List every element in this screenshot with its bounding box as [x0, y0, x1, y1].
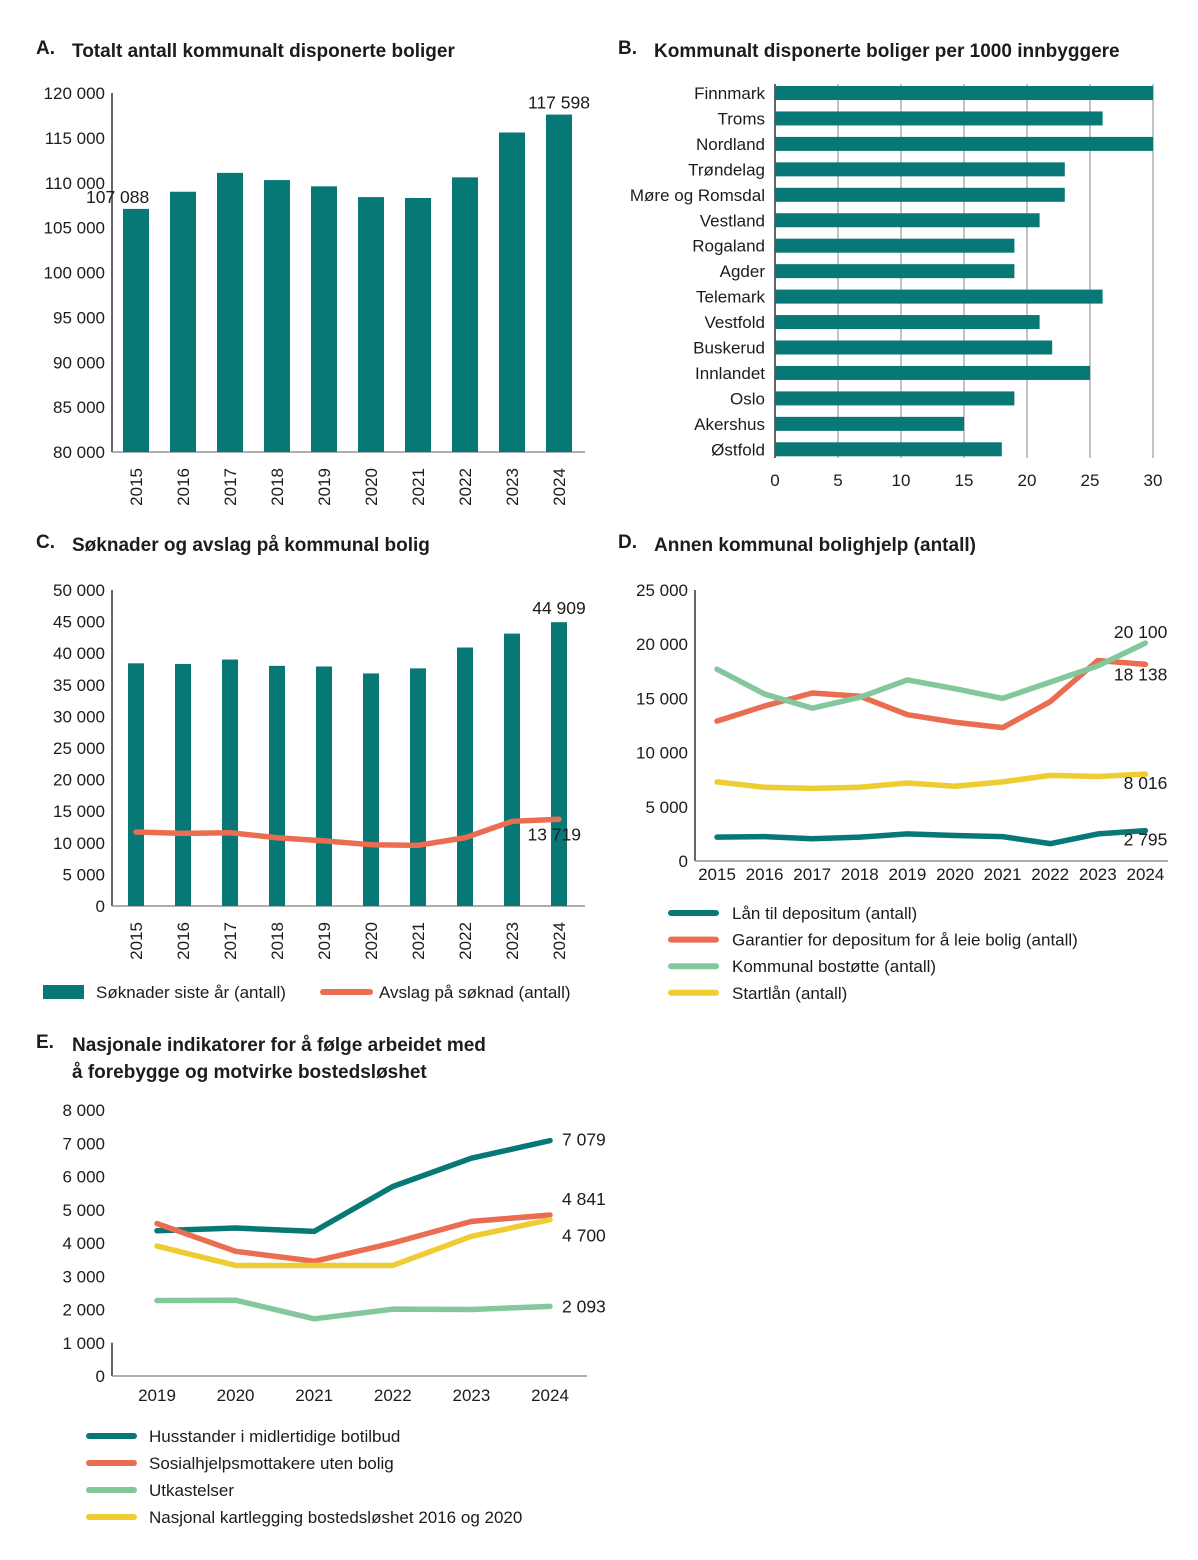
panel-c-title: Søknader og avslag på kommunal bolig [72, 535, 430, 556]
svg-text:20 100: 20 100 [1113, 622, 1168, 643]
bars [775, 86, 1153, 456]
x-axis-labels [138, 1386, 569, 1405]
x-axis-labels [127, 468, 569, 506]
line-series-3 [717, 774, 1145, 788]
svg-text:2021: 2021 [409, 468, 428, 506]
svg-text:1 000: 1 000 [62, 1333, 105, 1353]
svg-text:4 000: 4 000 [62, 1234, 105, 1253]
svg-text:117 598: 117 598 [528, 92, 590, 113]
svg-text:2024: 2024 [531, 1386, 569, 1405]
svg-text:2015: 2015 [698, 865, 736, 884]
legend [43, 983, 571, 1002]
svg-text:2020: 2020 [362, 468, 381, 506]
panel-b [612, 28, 1198, 522]
svg-text:30: 30 [1143, 471, 1163, 490]
legend-label-0: Husstander i midlertidige botilbud [149, 1427, 401, 1446]
svg-text:115 000: 115 000 [44, 128, 105, 148]
svg-text:2017: 2017 [221, 922, 240, 960]
svg-text:6 000: 6 000 [62, 1167, 105, 1187]
svg-text:20 000: 20 000 [636, 635, 688, 655]
chart-c-soknader-avslag [30, 522, 605, 1022]
svg-text:2018: 2018 [268, 922, 287, 960]
svg-text:Vestfold: Vestfold [704, 313, 765, 333]
panel-d-title: Annen kommunal bolighjelp (antall) [654, 535, 976, 556]
x-axis-labels [698, 865, 1164, 884]
svg-text:25 000: 25 000 [53, 739, 105, 758]
svg-text:15 000: 15 000 [53, 802, 105, 822]
svg-text:2015: 2015 [127, 922, 146, 960]
svg-text:Nordland: Nordland [696, 134, 765, 154]
axes [695, 590, 1168, 861]
legend-label-0: Søknader siste år (antall) [96, 983, 286, 1002]
chart-b-boliger-per-1000 [612, 28, 1198, 522]
svg-text:2015: 2015 [127, 468, 146, 506]
svg-text:2022: 2022 [373, 1386, 412, 1405]
line-series-1 [136, 819, 559, 845]
svg-text:2 795: 2 795 [1123, 829, 1168, 850]
legend-label-0: Lån til depositum (antall) [732, 904, 918, 923]
svg-text:5: 5 [833, 471, 843, 490]
svg-text:30 000: 30 000 [53, 707, 105, 727]
svg-text:10 000: 10 000 [636, 743, 688, 763]
panel-e [30, 1022, 610, 1560]
svg-text:45 000: 45 000 [53, 612, 105, 632]
svg-text:10 000: 10 000 [53, 833, 105, 853]
svg-text:2023: 2023 [452, 1386, 491, 1405]
svg-text:4 841: 4 841 [562, 1189, 606, 1210]
svg-text:2019: 2019 [315, 922, 334, 960]
svg-text:7 079: 7 079 [562, 1129, 606, 1150]
svg-text:2022: 2022 [1031, 865, 1070, 884]
svg-text:5 000: 5 000 [62, 865, 105, 885]
chart-e-nasjonale-indikatorer [30, 1022, 610, 1560]
svg-text:Oslo: Oslo [730, 389, 765, 409]
chart-a-totalt-antall-boliger [30, 28, 605, 522]
legend-swatch-0 [43, 985, 84, 999]
y-axis-ticks [44, 84, 105, 462]
svg-text:2017: 2017 [793, 865, 832, 884]
line-series-1 [157, 1215, 550, 1261]
svg-text:2021: 2021 [409, 922, 428, 960]
svg-text:8 000: 8 000 [62, 1101, 105, 1120]
svg-text:2020: 2020 [936, 865, 974, 884]
svg-text:Buskerud: Buskerud [693, 338, 765, 358]
svg-text:15: 15 [954, 471, 974, 490]
svg-text:13 719: 13 719 [527, 824, 581, 845]
svg-text:Møre og Romsdal: Møre og Romsdal [629, 185, 765, 205]
svg-text:2023: 2023 [503, 922, 522, 960]
svg-text:5 000: 5 000 [62, 1200, 105, 1220]
panel-d [612, 522, 1198, 1022]
svg-text:50 000: 50 000 [53, 581, 105, 600]
svg-text:4 700: 4 700 [562, 1225, 606, 1246]
svg-text:15 000: 15 000 [636, 689, 688, 709]
svg-text:100 000: 100 000 [43, 263, 105, 283]
svg-text:2016: 2016 [174, 468, 193, 506]
svg-text:120 000: 120 000 [43, 84, 105, 103]
legend-label-1: Garantier for depositum for å leie bolig (antall) [732, 930, 1078, 950]
svg-text:107 088: 107 088 [86, 186, 150, 207]
line-series-2 [157, 1300, 550, 1319]
panel-d-letter: D. [618, 532, 637, 553]
svg-text:Finnmark: Finnmark [694, 84, 765, 103]
legend-label-1: Sosialhjelpsmottakere uten bolig [149, 1454, 394, 1473]
svg-text:2021: 2021 [983, 865, 1022, 884]
svg-text:2022: 2022 [456, 468, 475, 506]
svg-text:3 000: 3 000 [62, 1267, 105, 1287]
panel-a-title: Totalt antall kommunalt disponerte boliger [72, 41, 455, 62]
category-labels [630, 84, 766, 459]
svg-text:90 000: 90 000 [53, 353, 105, 373]
chart-d-annen-bolighjelp [612, 522, 1198, 1022]
axes [112, 1343, 587, 1376]
legend-label-1: Avslag på søknad (antall) [379, 983, 571, 1002]
svg-text:2023: 2023 [1078, 865, 1117, 884]
legend-label-3: Nasjonal kartlegging bostedsløshet 2016 og 2020 [149, 1508, 523, 1527]
panel-c [30, 522, 605, 1022]
svg-text:10: 10 [891, 471, 911, 490]
panel-b-letter: B. [618, 38, 637, 59]
svg-text:20 000: 20 000 [53, 770, 105, 790]
bars-series-0 [128, 622, 567, 906]
svg-text:2023: 2023 [503, 468, 522, 506]
svg-text:Østfold: Østfold [711, 440, 765, 460]
svg-text:105 000: 105 000 [43, 218, 105, 238]
svg-text:2019: 2019 [888, 865, 927, 884]
legend-label-2: Kommunal bostøtte (antall) [732, 957, 937, 977]
svg-text:8 016: 8 016 [1123, 773, 1168, 794]
svg-text:Vestland: Vestland [699, 211, 765, 231]
svg-text:44 909: 44 909 [532, 598, 586, 619]
panel-b-title: Kommunalt disponerte boliger per 1000 innbyggere [654, 41, 1120, 62]
svg-text:2024: 2024 [550, 468, 569, 506]
svg-text:2021: 2021 [295, 1386, 334, 1405]
legend-label-3: Startlån (antall) [732, 983, 848, 1003]
panel-a-letter: A. [36, 38, 55, 59]
panel-e-title: Nasjonale indikatorer for å følge arbeidet med å forebygge og motvirke bostedsløshet [72, 1035, 486, 1083]
svg-text:80 000: 80 000 [53, 443, 105, 462]
x-axis-ticks [770, 471, 1162, 490]
svg-text:0: 0 [95, 1367, 105, 1386]
svg-text:0: 0 [770, 471, 780, 490]
svg-text:2 093: 2 093 [562, 1296, 606, 1317]
x-axis-labels [127, 922, 569, 960]
svg-text:2019: 2019 [315, 468, 334, 506]
legend [671, 904, 1078, 1003]
svg-text:Rogaland: Rogaland [692, 236, 765, 256]
svg-text:Agder: Agder [719, 262, 765, 282]
line-series-0 [717, 831, 1145, 844]
svg-text:95 000: 95 000 [53, 308, 105, 328]
y-axis-ticks [62, 1101, 105, 1386]
svg-text:0: 0 [95, 897, 105, 916]
svg-text:2017: 2017 [221, 468, 240, 506]
bars-series-0 [123, 115, 572, 452]
svg-text:85 000: 85 000 [53, 398, 105, 418]
svg-text:18 138: 18 138 [1113, 664, 1168, 685]
svg-text:2016: 2016 [745, 865, 784, 884]
svg-text:7 000: 7 000 [62, 1134, 105, 1154]
svg-text:2 000: 2 000 [62, 1300, 105, 1320]
svg-text:2018: 2018 [840, 865, 879, 884]
data-annotations [562, 1130, 606, 1317]
y-axis-ticks [636, 581, 688, 871]
legend [89, 1427, 522, 1527]
svg-text:2024: 2024 [1126, 865, 1165, 884]
svg-text:0: 0 [678, 852, 688, 871]
svg-text:25: 25 [1080, 471, 1100, 490]
y-axis-ticks [53, 581, 105, 916]
panel-c-letter: C. [36, 532, 55, 553]
panel-a [30, 28, 605, 522]
svg-text:Troms: Troms [717, 109, 765, 129]
svg-text:Telemark: Telemark [696, 287, 765, 307]
panel-e-letter: E. [36, 1032, 54, 1053]
svg-text:2024: 2024 [550, 922, 569, 960]
svg-text:2019: 2019 [138, 1386, 176, 1405]
svg-text:2022: 2022 [456, 922, 475, 960]
svg-text:Akershus: Akershus [694, 414, 765, 434]
svg-text:2016: 2016 [174, 922, 193, 960]
svg-text:20: 20 [1017, 471, 1037, 490]
svg-text:35 000: 35 000 [53, 675, 105, 695]
svg-text:Innlandet: Innlandet [695, 363, 765, 383]
legend-label-2: Utkastelser [149, 1481, 235, 1500]
svg-text:40 000: 40 000 [53, 644, 105, 664]
svg-text:25 000: 25 000 [636, 581, 688, 600]
svg-text:2020: 2020 [362, 922, 381, 960]
svg-text:110 000: 110 000 [44, 173, 105, 193]
svg-text:5 000: 5 000 [645, 797, 688, 817]
svg-text:2018: 2018 [268, 468, 287, 506]
svg-text:Trøndelag: Trøndelag [688, 160, 765, 180]
svg-text:2020: 2020 [216, 1386, 255, 1405]
